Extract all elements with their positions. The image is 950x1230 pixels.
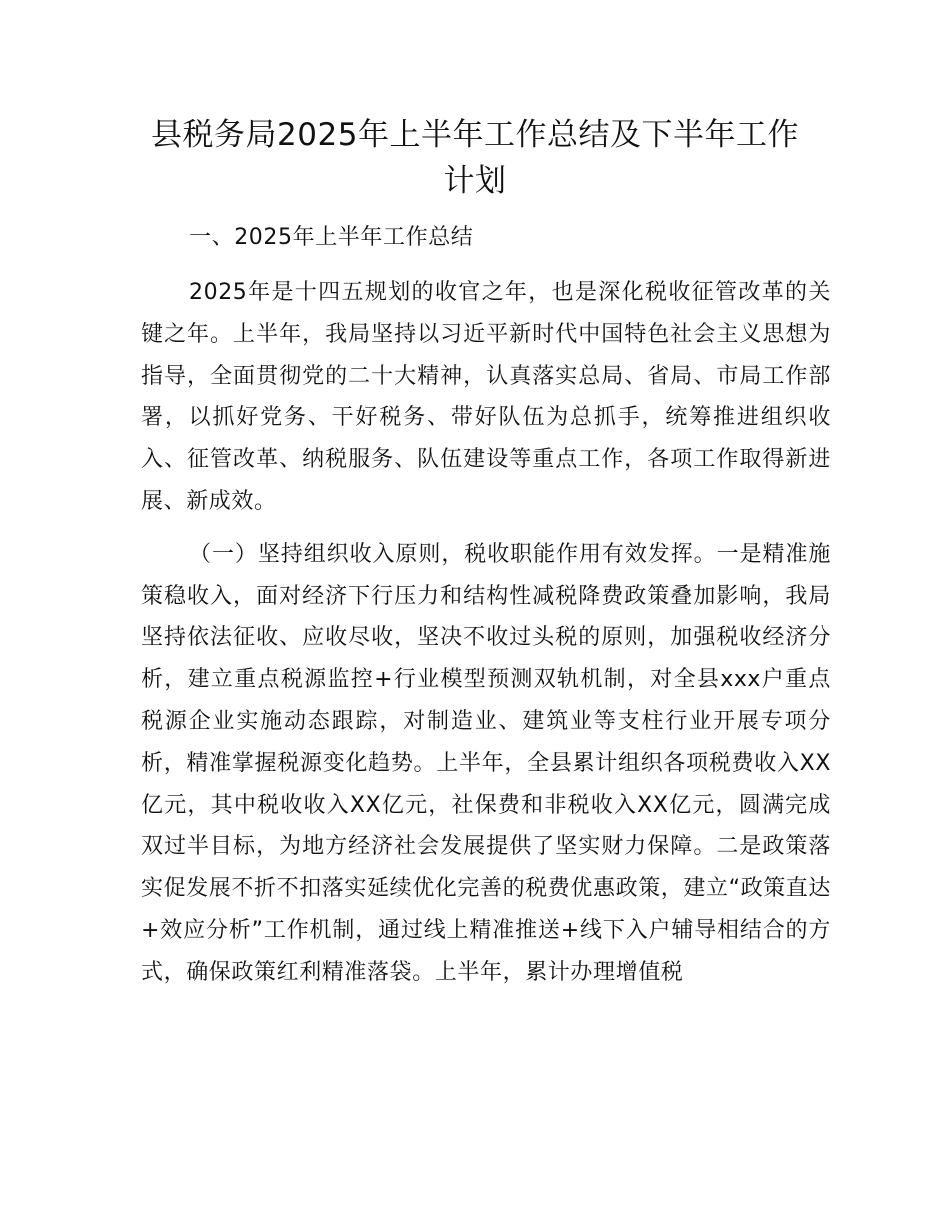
paragraph-intro: 2025年是十四五规划的收官之年，也是深化税收征管改革的关键之年。上半年，我局坚持以习近平新时代中国特色社会主义思想为指导，全面贯彻党的二十大精神，认真落实总局、省局、市局工作部署，以抓好党务、干好税务、带好队伍为总抓手，统筹推进组织收入、征管改革、纳税服务、队伍建设等重点工作，各项工作取得新进展、新成效。 bbox=[141, 280, 831, 514]
paragraph-revenue: （一）坚持组织收入原则，税收职能作用有效发挥。一是精准施策稳收入，面对经济下行压力和结构性减税降费政策叠加影响，我局坚持依法征收、应收尽收，坚决不收过头税的原则，加强税收经济分析，建立重点税源监控+行业模型预测双轨机制，对全县xxx户重点税源企业实施动态跟踪，对制造业、建筑业等支柱行业开展专项分析，精准掌握税源变化趋势。上半年，全县累计组织各项税费收入XX亿元，其中税收收入XX亿元，社保费和非税收入XX亿元，圆满完成双过半目标，为地方经济社会发展提供了坚实财力保障。二是政策落实促发展不折不扣落实延续优化完善的税费优惠政策，建立“政策直达+效应分析”工作机制，通过线上精准推送+线下入户辅导相结合的方式，确保政策红利精准落袋。上半年，累计办理增值税 bbox=[141, 541, 831, 985]
document-body bbox=[141, 218, 831, 994]
section-heading: 一、2025年上半年工作总结 bbox=[189, 225, 474, 250]
document-title: 县税务局2025年上半年工作总结及下半年工作计划 bbox=[151, 117, 799, 199]
